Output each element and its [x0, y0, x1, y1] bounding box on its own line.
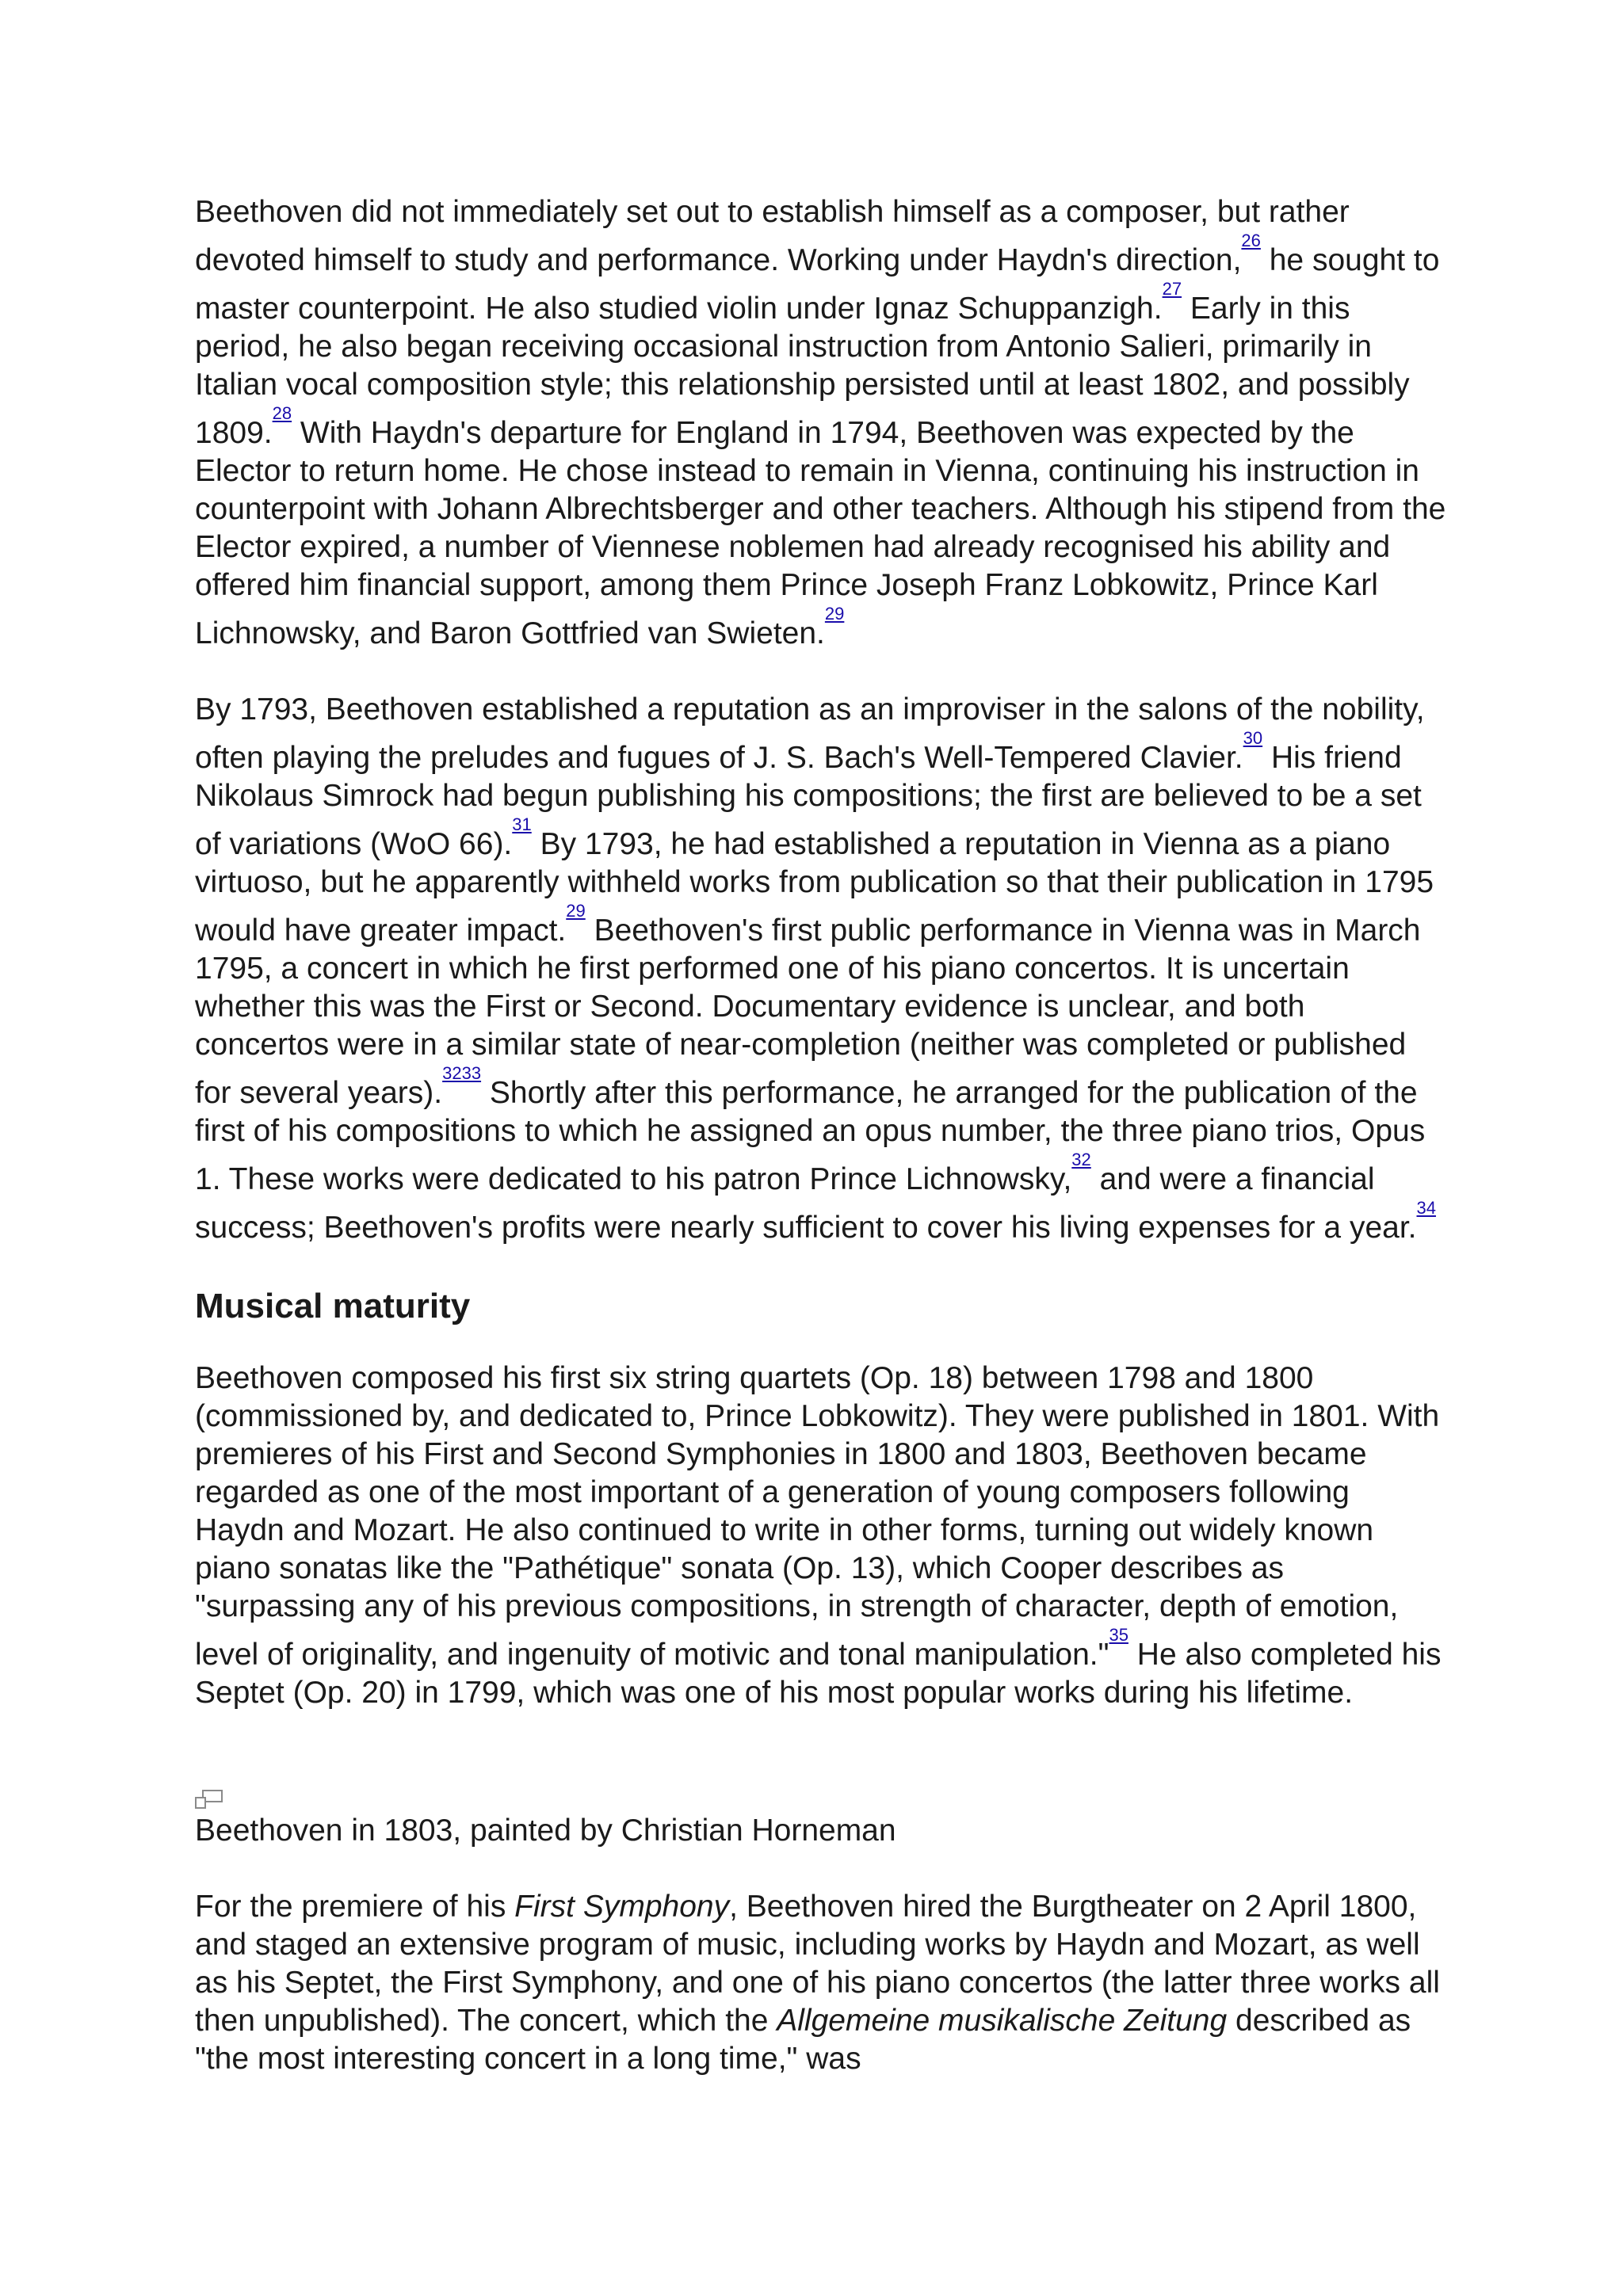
footnote-link[interactable]: 3233 [442, 1063, 482, 1083]
footnote-ref[interactable] [512, 814, 532, 849]
paragraph-text: By 1793, he had established a reputation in Vienna as a piano virtuoso, but he apparently withheld works from publication so that their publication in 1795 would have greater impact. [195, 827, 1434, 948]
paragraph-3 [195, 1360, 1447, 1712]
italic-title: Allgemeine musikalische Zeitung [777, 2004, 1228, 2038]
footnote-ref[interactable] [824, 604, 845, 638]
paragraph-text: He also completed his Septet (Op. 20) in 1799, which was one of his most popular works during his lifetime. [195, 1638, 1442, 1710]
figure-caption: Beethoven in 1803, painted by Christian Horneman [195, 1814, 896, 1848]
paragraph-text: For the premiere of his [195, 1890, 515, 1924]
paragraph-4 [195, 1888, 1447, 2078]
footnote-link[interactable]: 26 [1241, 231, 1261, 250]
paragraph-2 [195, 691, 1447, 1247]
footnote-ref[interactable] [1162, 279, 1182, 313]
figure [195, 1790, 1447, 1850]
paragraph-1 [195, 193, 1447, 653]
footnote-link[interactable]: 30 [1243, 728, 1263, 748]
footnote-link[interactable]: 29 [824, 604, 845, 624]
footnote-link[interactable]: 27 [1162, 279, 1182, 299]
paragraph-text: By 1793, Beethoven established a reputation as an improviser in the salons of the nobility, often playing the preludes and fugues of J. S. Bach's Well-Tempered Clavier. [195, 692, 1425, 775]
paragraph-text: Beethoven did not immediately set out to establish himself as a composer, but rather devoted himself to study and performance. Working under Haydn's direction, [195, 195, 1350, 277]
paragraph-text: His friend Nikolaus Simrock had begun publishing his compositions; the first are believed to be a set of variations (WoO 66). [195, 741, 1422, 861]
footnote-link[interactable]: 31 [512, 814, 532, 834]
paragraph-text: he sought to master counterpoint. He also studied violin under Ignaz Schuppanzigh. [195, 243, 1440, 326]
paragraph-text: Shortly after this performance, he arranged for the publication of the first of his compositions to which he assigned an opus number, the three piano trios, Opus 1. These works were dedicated to his patron Prince Lichnowsky, [195, 1076, 1426, 1196]
paragraph-text: , Beethoven hired the Burgtheater on 2 April 1800, and staged an extensive program of music, including works by Haydn and Mozart, as well as his Septet, the First Symphony, and one of his piano concertos (the latter three works all then unpublished). The concert, which the [195, 1890, 1440, 2038]
section-heading: Musical maturity [195, 1287, 471, 1325]
footnote-link[interactable]: 35 [1109, 1625, 1128, 1645]
document-body [195, 193, 1447, 2116]
broken-image-icon[interactable] [195, 1790, 222, 1809]
footnote-link[interactable]: 29 [566, 901, 586, 921]
paragraph-text: With Haydn's departure for England in 1794, Beethoven was expected by the Elector to return home. He chose instead to remain in Vienna, continuing his instruction in counterpoint with Johann Albrechtsberger and other teachers. Although his stipend from the Elector expired, a number of Viennese noblemen had already recognised his ability and offered him financial support, among them Prince Joseph Franz Lobkowitz, Prince Karl Lichnowsky, and Baron Gottfried van Swieten. [195, 416, 1446, 650]
footnote-ref[interactable] [566, 901, 586, 935]
footnote-ref[interactable] [442, 1063, 482, 1097]
paragraph-text: and were a financial success; Beethoven's profits were nearly sufficient to cover his living expenses for a year. [195, 1162, 1417, 1245]
footnote-link[interactable]: 34 [1416, 1198, 1436, 1218]
footnote-ref[interactable] [1416, 1198, 1436, 1232]
footnote-ref[interactable] [1071, 1150, 1091, 1184]
footnote-link[interactable]: 28 [272, 403, 292, 423]
footnote-link[interactable]: 32 [1071, 1150, 1091, 1169]
footnote-ref[interactable] [272, 403, 292, 437]
italic-title: First Symphony [514, 1890, 730, 1924]
footnote-ref[interactable] [1243, 728, 1263, 762]
paragraph-text: Early in this period, he also began receiving occasional instruction from Antonio Salieri, primarily in Italian vocal composition style; this relationship persisted until at least 1802, and possibly 1809. [195, 292, 1410, 450]
footnote-ref[interactable] [1109, 1625, 1128, 1659]
paragraph-text: described as "the most interesting concert in a long time," was [195, 2004, 1411, 2076]
paragraph-text: Beethoven's first public performance in Vienna was in March 1795, a concert in which he first performed one of his piano concertos. It is uncertain whether this was the First or Second. Documentary evidence is unclear, and both concertos were in a similar state of near-completion (neither was completed or published for several years). [195, 913, 1421, 1110]
footnote-ref[interactable] [1241, 231, 1261, 265]
paragraph-text: Beethoven composed his first six string quartets (Op. 18) between 1798 and 1800 (commissioned by, and dedicated to, Prince Lobkowitz). They were published in 1801. With premieres of his First and Second Symphonies in 1800 and 1803, Beethoven became regarded as one of the most important of a generation of young composers following Haydn and Mozart. He also continued to write in other forms, turning out widely known piano sonatas like the "Pathétique" sonata (Op. 13), which Cooper describes as "surpassing any of his previous compositions, in strength of character, depth of emotion, level of originality, and ingenuity of motivic and tonal manipulation." [195, 1361, 1440, 1672]
